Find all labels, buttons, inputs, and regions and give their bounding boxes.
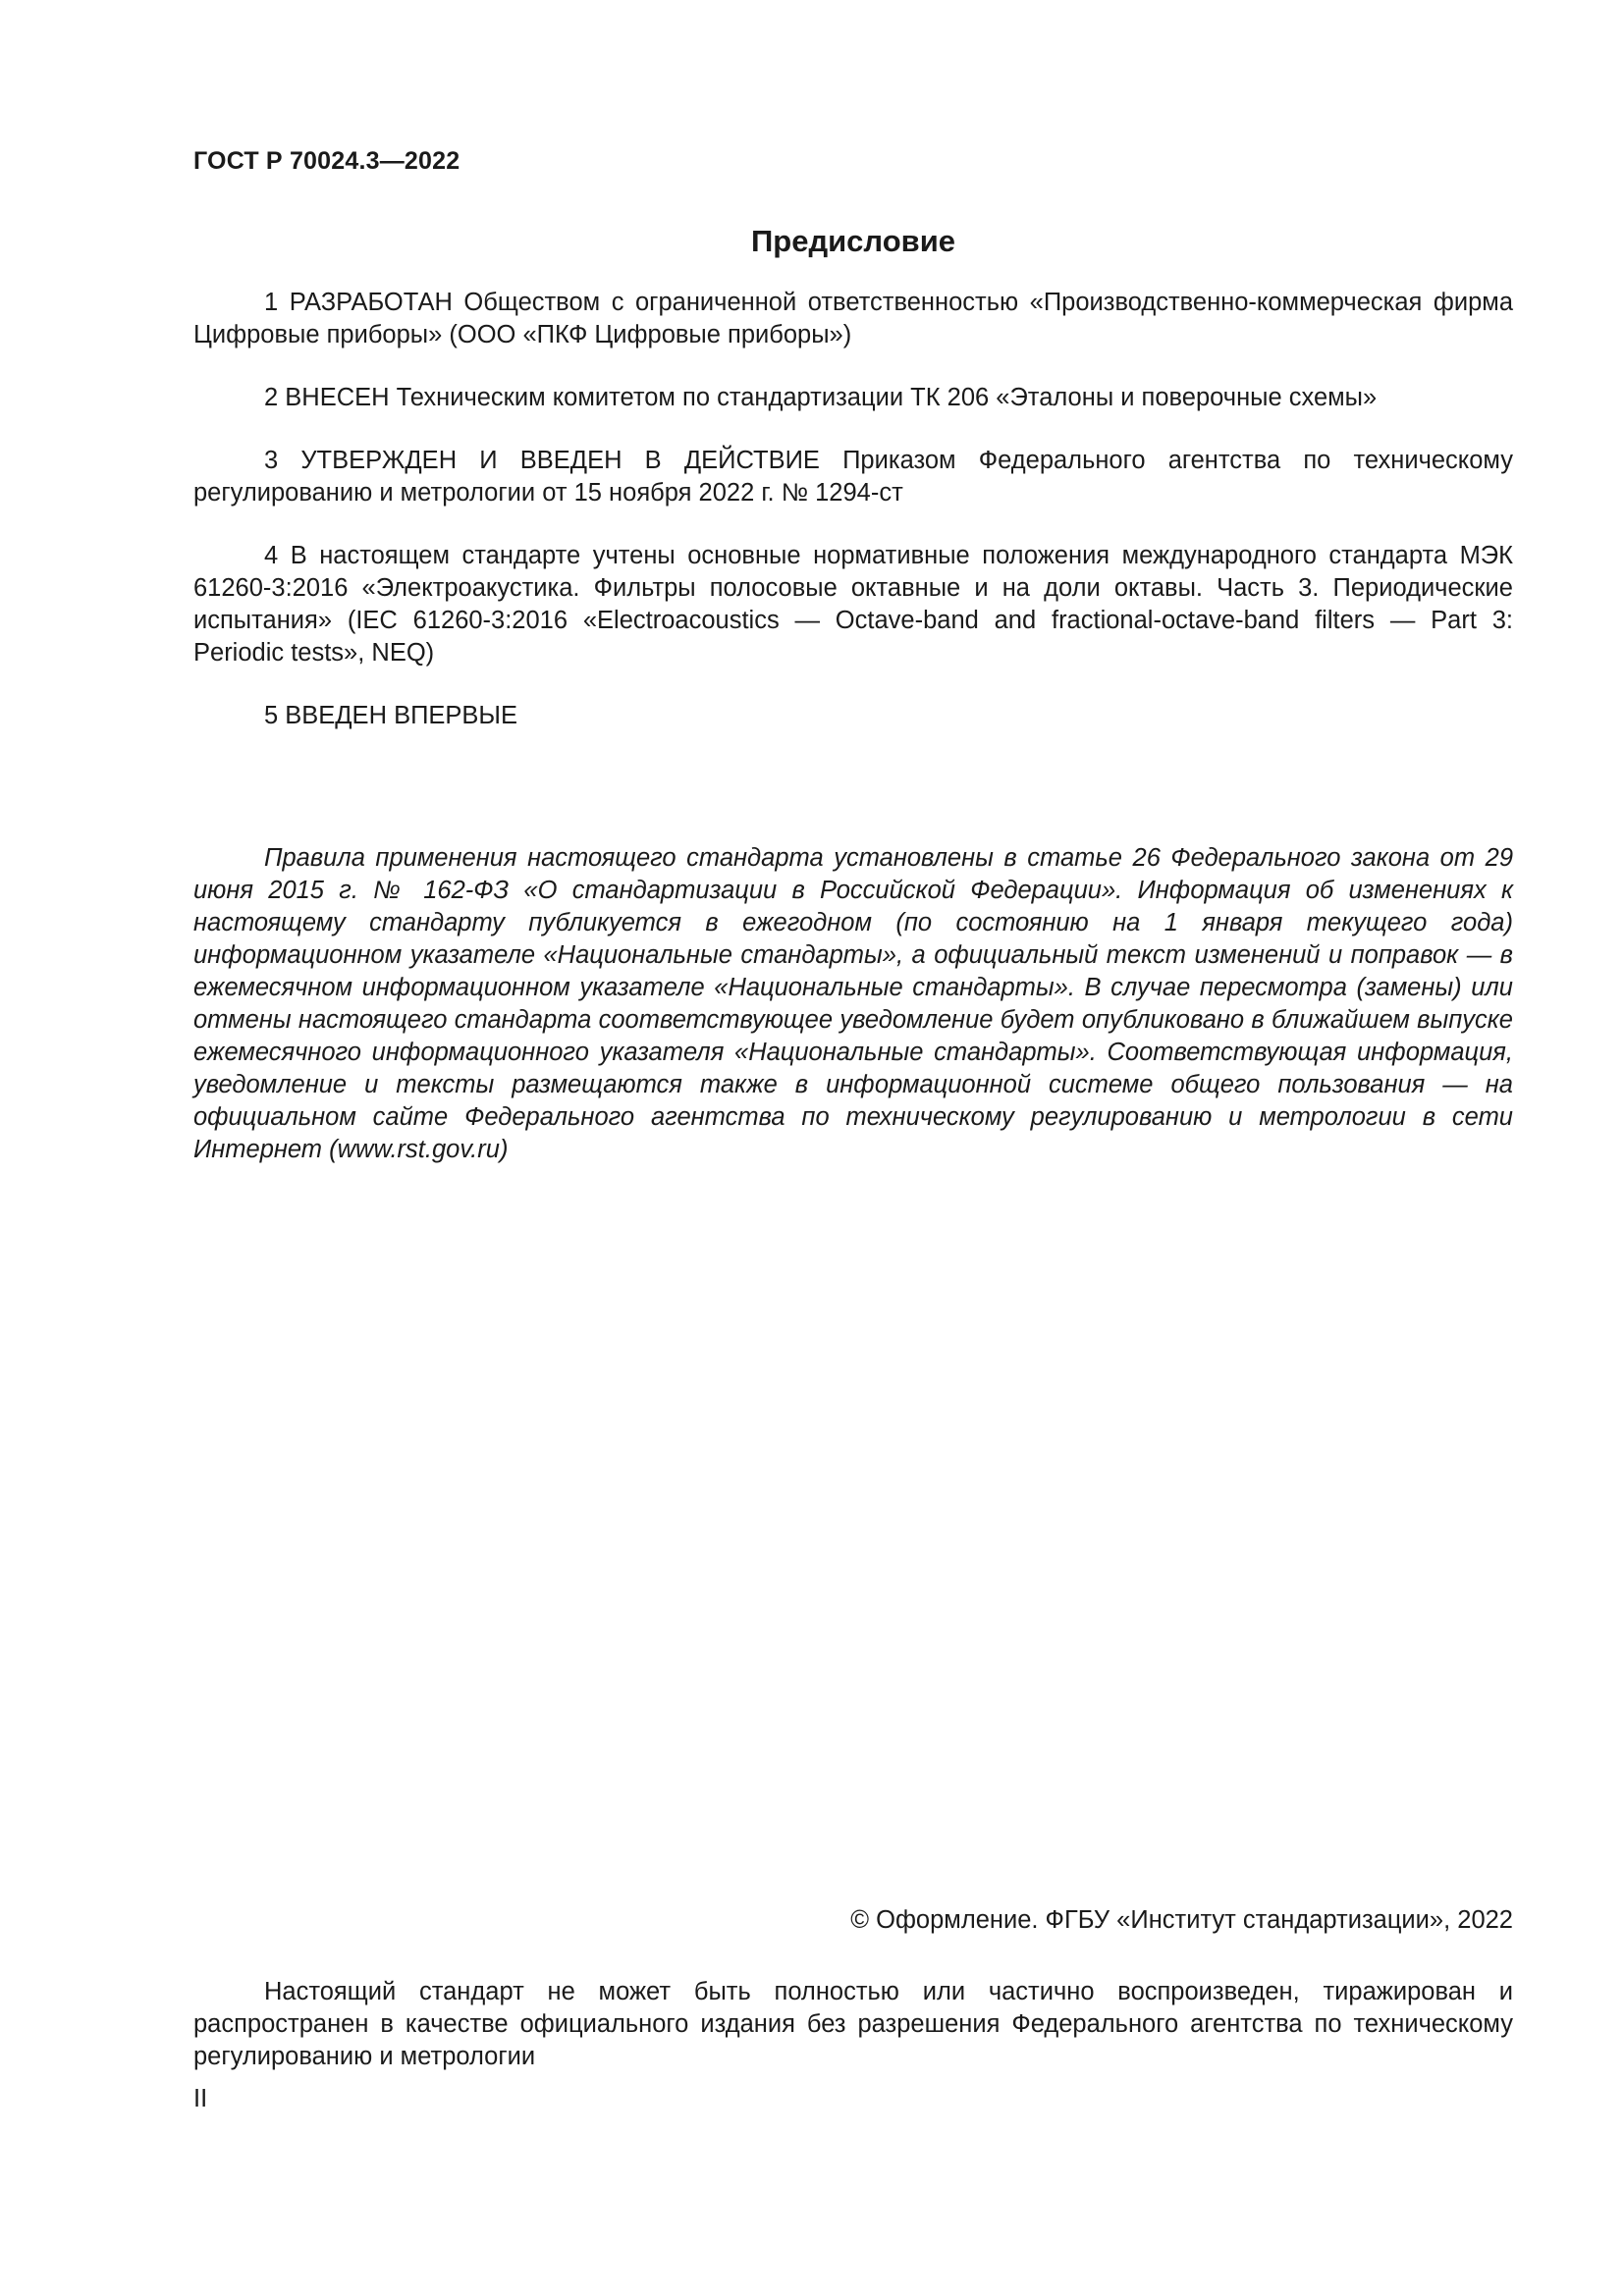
reproduction-notice: Настоящий стандарт не может быть полностью или частично воспроизведен, тиражирован и распространен в качестве официального издания без разрешения Федерального агентства по техническому регулированию и метрологии bbox=[193, 1978, 1513, 2070]
application-rules: Правила применения настоящего стандарта установлены в статье 26 Федерального закона от 29 июня 2015 г. № 162-ФЗ «О стандартизации в Российской Федерации». Информация об изменениях к настоящему стандарту публикуется в ежегодном (по состоянию на 1 января текущего года) информационном указателе «Национальные стандарты», а официальный текст изменений и поправок — в ежемесячном информационном указателе «Национальные стандарты». В случае пересмотра (замены) или отмены настоящего стандарта соответствующее уведомление будет опубликовано в ближайшем выпуске ежемесячного информационного указателя «Национальные стандарты». Соответствующая информация, уведомление и тексты размещаются также в информационной системе общего пользования — на официальном сайте Федерального агентства по техническому регулированию и метрологии в сети Интернет (www.rst.gov.ru) bbox=[193, 844, 1513, 1163]
standard-code: ГОСТ Р 70024.3—2022 bbox=[193, 147, 460, 175]
foreword-item-first-introduced: 5 ВВЕДЕН ВПЕРВЫЕ bbox=[264, 702, 518, 729]
foreword-item-approved: 3 УТВЕРЖДЕН И ВВЕДЕН В ДЕЙСТВИЕ Приказом Федерального агентства по техническому регулированию и метрологии от 15 ноября 2022 г. № 1294-ст bbox=[193, 447, 1513, 507]
copyright-line: © Оформление. ФГБУ «Институт стандартизации», 2022 bbox=[850, 1906, 1513, 1934]
foreword-item-introduced: 2 ВНЕСЕН Техническим комитетом по стандартизации ТК 206 «Эталоны и поверочные схемы» bbox=[264, 384, 1378, 411]
foreword-items bbox=[193, 287, 1513, 763]
foreword-title: Предисловие bbox=[750, 224, 955, 258]
page-number: II bbox=[193, 2085, 208, 2112]
foreword-item-developed: 1 РАЗРАБОТАН Обществом с ограниченной ответственностью «Производственно-коммерческая фирма Цифровые приборы» (ООО «ПКФ Цифровые приборы») bbox=[193, 289, 1513, 348]
foreword-item-international-basis: 4 В настоящем стандарте учтены основные нормативные положения международного стандарта МЭК 61260-3:2016 «Электроакустика. Фильтры полосовые октавные и на доли октавы. Часть 3. Периодические испытания» (IEC 61260-3:2016 «Electroacoustics — Octave-band and fractional-octave-band filters — Part 3: Periodic tests», NEQ) bbox=[193, 542, 1513, 667]
